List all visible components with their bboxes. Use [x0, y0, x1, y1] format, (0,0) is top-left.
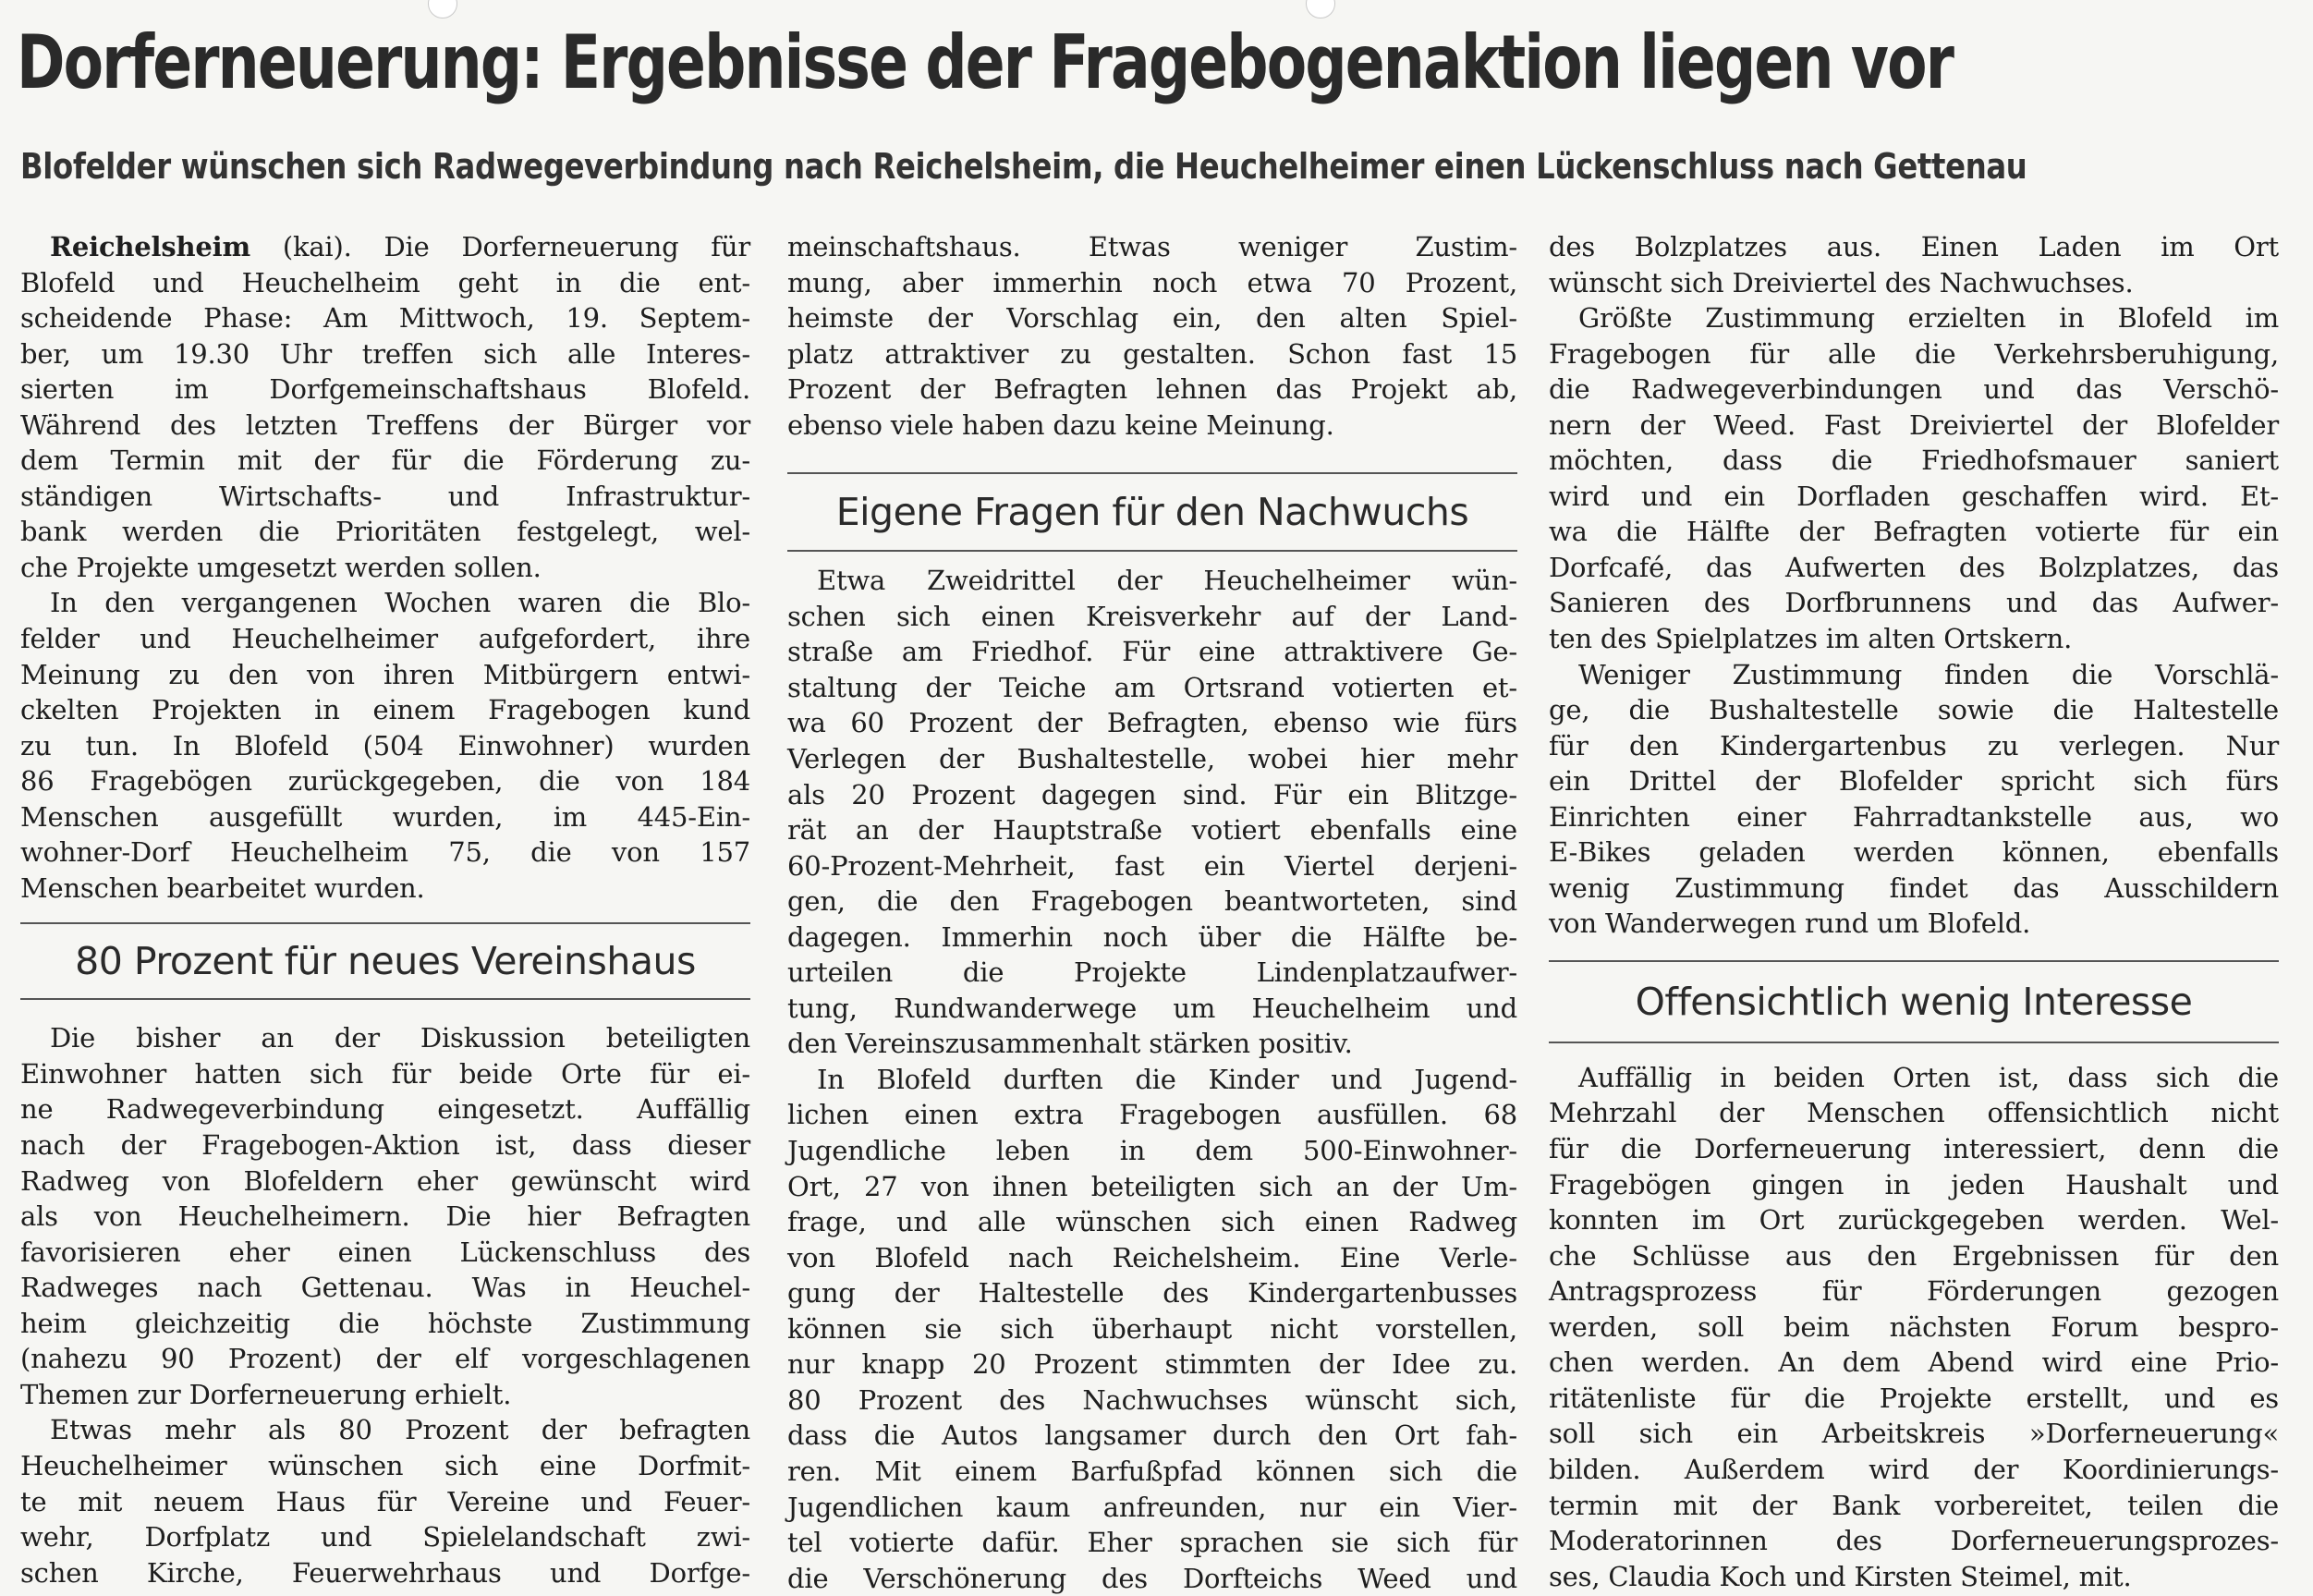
crosshead-title: Eigene Fragen für den Nachwuchs [835, 490, 1469, 535]
paragraph [1549, 229, 2279, 300]
text-line: 80 Prozent des Nachwuchses wünscht sich, [787, 1383, 1517, 1416]
text-line: nach der Fragebogen-Aktion ist, dass dieser [20, 1129, 750, 1162]
text-line: gung der Haltestelle des Kindergartenbusses [787, 1277, 1517, 1310]
text-line: Dorfcafé, das Aufwerten des Bolzplatzes, das [1549, 551, 2279, 583]
paragraph-intro [20, 229, 750, 585]
text-line: Fragebogen für alle die Verkehrsberuhigung, [1549, 337, 2279, 370]
paragraph [20, 585, 750, 906]
text-line: dass die Autos langsamer durch den Ort fah- [787, 1419, 1517, 1452]
headline: Dorferneuerung: Ergebnisse der Fragebogenaktion liegen vor [17, 19, 1954, 105]
text-line: schen Kirche, Feuerwehrhaus und Dorfge- [20, 1556, 750, 1589]
text-line: die Radwegeverbindungen und das Verschö- [1549, 373, 2279, 406]
text-line: urteilen die Projekte Lindenplatzaufwer- [787, 956, 1517, 989]
text-line: nur knapp 20 Prozent stimmten der Idee zu. [787, 1348, 1517, 1381]
text-line: Weniger Zustimmung finden die Vorschlä- [1578, 658, 2279, 690]
text-line: ein Drittel der Blofelder spricht sich fürs [1549, 765, 2279, 798]
text-line: die Verschönerung des Dorfteichs Weed und [787, 1562, 1517, 1594]
text-line: ckelten Projekten in einem Fragebogen kund [20, 694, 750, 726]
text-line: Einwohner hatten sich für beide Orte für ei- [20, 1057, 750, 1090]
punch-hole-left [428, 0, 457, 18]
text-line: In den vergangenen Wochen waren die Blo- [50, 587, 750, 619]
text-line: favorisieren eher einen Lückenschluss des [20, 1236, 750, 1268]
text-line: wehr, Dorfplatz und Spielelandschaft zwi- [20, 1521, 750, 1553]
text-line: Radweg von Blofeldern eher gewünscht wird [20, 1164, 750, 1197]
text-line: als von Heuchelheimern. Die hier Befragten [20, 1200, 750, 1233]
text-line: des Bolzplatzes aus. Einen Laden im Ort [1549, 231, 2279, 262]
text-line: Ort, 27 von ihnen beteiligten sich an der Um- [787, 1170, 1517, 1202]
text-line: Größte Zustimmung erzielten in Blofeld im [1578, 302, 2279, 335]
text-line: bilden. Außerdem wird der Koordinierungs- [1549, 1453, 2279, 1485]
text-line: te mit neuem Haus für Vereine und Feuer- [20, 1485, 750, 1517]
text-line: heim gleichzeitig die höchste Zustimmung [20, 1307, 750, 1339]
text-line: von Blofeld nach Reichelsheim. Eine Verle- [787, 1241, 1517, 1273]
text-line: können sie sich überhaupt nicht vorstellen, [787, 1312, 1517, 1345]
text-line: werden, soll beim nächsten Forum bespro- [1549, 1310, 2279, 1343]
text-line: wird und ein Dorfladen geschaffen wird. Et- [1549, 480, 2279, 512]
text-line: platz attraktiver zu gestalten. Schon fast 15 [787, 337, 1517, 370]
text-line: mung, aber immerhin noch etwa 70 Prozent, [787, 266, 1517, 298]
text-line: termin mit der Bank vorbereitet, teilen die [1549, 1489, 2279, 1521]
text-line: wenig Zustimmung findet das Ausschildern [1549, 871, 2279, 904]
paragraph [20, 1412, 750, 1590]
text-line: che Projekte umgesetzt werden sollen. [20, 551, 542, 583]
text-line: den Vereinszusammenhalt stärken positiv. [787, 1028, 1353, 1060]
text-line: sierten im Dorfgemeinschaftshaus Blofeld. [20, 373, 750, 406]
text-line: ge, die Bushaltestelle sowie die Haltestelle [1549, 694, 2279, 726]
paragraph [787, 229, 1517, 443]
text-line: für den Kindergartenbus zu verlegen. Nur [1549, 729, 2279, 761]
text-line: Menschen bearbeitet wurden. [20, 871, 425, 904]
text-line: Während des letzten Treffens der Bürger vor [20, 408, 750, 441]
text-line: dagegen. Immerhin noch über die Hälfte be- [787, 920, 1517, 953]
text-line: Meinung zu den von ihren Mitbürgern entwi- [20, 658, 750, 690]
paragraph [1549, 657, 2279, 942]
text-line: wünscht sich Dreiviertel des Nachwuchses. [1549, 266, 2134, 298]
divider [20, 998, 750, 1000]
text-line: dem Termin mit der für die Förderung zu- [20, 445, 750, 477]
text-line: ses, Claudia Koch und Kirsten Steimel, mit. [1549, 1560, 2132, 1592]
paragraph [787, 1062, 1517, 1596]
paragraph [1549, 1060, 2279, 1594]
text-line: heimste der Vorschlag ein, den alten Spiel- [787, 302, 1517, 335]
text-line: Radweges nach Gettenau. Was in Heuchel- [20, 1272, 750, 1304]
text-line: schen sich einen Kreisverkehr auf der Land- [787, 600, 1517, 632]
article-column-2 [787, 229, 1517, 1596]
text-line: für die Dorferneuerung interessiert, denn die [1549, 1133, 2279, 1165]
text-line: scheidende Phase: Am Mittwoch, 19. Septem- [20, 302, 750, 335]
text-line: Verlegen der Bushaltestelle, wobei hier mehr [787, 743, 1517, 775]
text-line: ber, um 19.30 Uhr treffen sich alle Interes- [20, 337, 750, 370]
text-line: als 20 Prozent dagegen sind. Für ein Blitzge- [787, 778, 1517, 810]
text-line: In Blofeld durften die Kinder und Jugend- [817, 1063, 1517, 1095]
article-column-1 [20, 229, 750, 1590]
text-line: tung, Rundwanderwege um Heuchelheim und [787, 992, 1517, 1024]
text-line: 60-Prozent-Mehrheit, fast ein Viertel derjeni- [787, 849, 1517, 882]
text-line: Die bisher an der Diskussion beteiligten [50, 1022, 750, 1054]
subheadline: Blofelder wünschen sich Radwegeverbindung nach Reichelsheim, die Heuchelheimer einen Lückenschluss nach Gettenau [20, 146, 2027, 187]
text-line: Auffällig in beiden Orten ist, dass sich die [1578, 1061, 2279, 1093]
text-line: Jugendliche leben in dem 500-Einwohner- [787, 1135, 1517, 1167]
text-line: ritätenliste für die Projekte erstellt, und es [1549, 1382, 2279, 1414]
text-line: Einrichten einer Fahrradtankstelle aus, wo [1549, 800, 2279, 833]
text-line: tel votierte dafür. Eher sprachen sie sich für [787, 1527, 1517, 1559]
text-line: Fragebögen gingen in jeden Haushalt und [1549, 1168, 2279, 1200]
crosshead-title: 80 Prozent für neues Vereinshaus [75, 939, 696, 984]
text-line: soll sich ein Arbeitskreis »Dorferneuerung« [1549, 1418, 2279, 1450]
paragraph [20, 1020, 750, 1412]
text-line: rät an der Hauptstraße votiert ebenfalls eine [787, 814, 1517, 847]
text-line: konnten im Ort zurückgegeben werden. Wel- [1549, 1204, 2279, 1237]
text-line: wohner-Dorf Heuchelheim 75, die von 157 [20, 836, 750, 869]
text-line: frage, und alle wünschen sich einen Radweg [787, 1206, 1517, 1238]
text-line: (nahezu 90 Prozent) der elf vorgeschlagenen [20, 1343, 750, 1375]
text-line: möchten, dass die Friedhofsmauer saniert [1549, 445, 2279, 477]
crosshead-title: Offensichtlich wenig Interesse [1635, 979, 2193, 1024]
text-line: Antragsprozess für Förderungen gezogen [1549, 1275, 2279, 1308]
text-line: wa 60 Prozent der Befragten, ebenso wie fürs [787, 707, 1517, 739]
text-line: Etwa Zweidrittel der Heuchelheimer wün- [817, 565, 1517, 597]
article-column-3 [1549, 229, 2279, 1594]
text-line: Mehrzahl der Menschen offensichtlich nicht [1549, 1097, 2279, 1129]
crosshead [1549, 960, 2279, 1043]
text-line: Moderatorinnen des Dorferneuerungsprozes- [1549, 1525, 2279, 1557]
text-line: von Wanderwegen rund um Blofeld. [1549, 908, 2031, 940]
text-line: straße am Friedhof. Für eine attraktivere Ge- [787, 636, 1517, 668]
divider [1549, 1042, 2279, 1043]
text-line: Etwas mehr als 80 Prozent der befragten [50, 1414, 750, 1446]
text-line: ten des Spielplatzes im alten Ortskern. [1549, 623, 2073, 655]
paragraph [1549, 300, 2279, 656]
text-line: Prozent der Befragten lehnen das Projekt ab, [787, 373, 1517, 406]
dateline: Reichelsheim [50, 231, 250, 262]
text-line: gen, die den Fragebogen beantworteten, sind [787, 885, 1517, 918]
text-line: lichen einen extra Fragebogen ausfüllen. 68 [787, 1099, 1517, 1131]
text-line: Themen zur Dorferneuerung erhielt. [20, 1378, 512, 1410]
text-line: Reichelsheim (kai). Die Dorferneuerung für [50, 231, 750, 262]
text-line: Jugendlichen kaum anfreunden, nur ein Vier- [787, 1491, 1517, 1523]
text-line: Heuchelheimer wünschen sich eine Dorfmit- [20, 1449, 750, 1481]
text-line: ebenso viele haben dazu keine Meinung. [787, 408, 1334, 441]
text-line: nern der Weed. Fast Dreiviertel der Blofelder [1549, 408, 2279, 441]
text-line: wa die Hälfte der Befragten votierte für ein [1549, 516, 2279, 548]
text-line: ne Radwegeverbindung eingesetzt. Auffällig [20, 1093, 750, 1126]
text-line: Sanieren des Dorfbrunnens und das Aufwer- [1549, 587, 2279, 619]
text-line: bank werden die Prioritäten festgelegt, wel- [20, 516, 750, 548]
text-line: che Schlüsse aus den Ergebnissen für den [1549, 1239, 2279, 1272]
paragraph [787, 563, 1517, 1062]
text-line: ständigen Wirtschafts- und Infrastruktur- [20, 480, 750, 512]
punch-hole-right [1306, 0, 1335, 18]
text-line: Menschen ausgefüllt wurden, im 445-Ein- [20, 800, 750, 833]
text-line: zu tun. In Blofeld (504 Einwohner) wurden [20, 729, 750, 761]
crosshead [787, 472, 1517, 552]
text-line: ren. Mit einem Barfußpfad können sich die [787, 1455, 1517, 1487]
text-line: felder und Heuchelheimer aufgefordert, ihre [20, 623, 750, 655]
text-line: E-Bikes geladen werden können, ebenfalls [1549, 836, 2279, 869]
divider [787, 550, 1517, 552]
text-line: meinschaftshaus. Etwas weniger Zustim- [787, 231, 1517, 262]
text-line: chen werden. An dem Abend wird eine Prio- [1549, 1346, 2279, 1379]
text-line: Blofeld und Heuchelheim geht in die ent- [20, 266, 750, 298]
crosshead [20, 922, 750, 1000]
text-line: 86 Fragebögen zurückgegeben, die von 184 [20, 765, 750, 798]
text-line: staltung der Teiche am Ortsrand votierten et- [787, 671, 1517, 703]
